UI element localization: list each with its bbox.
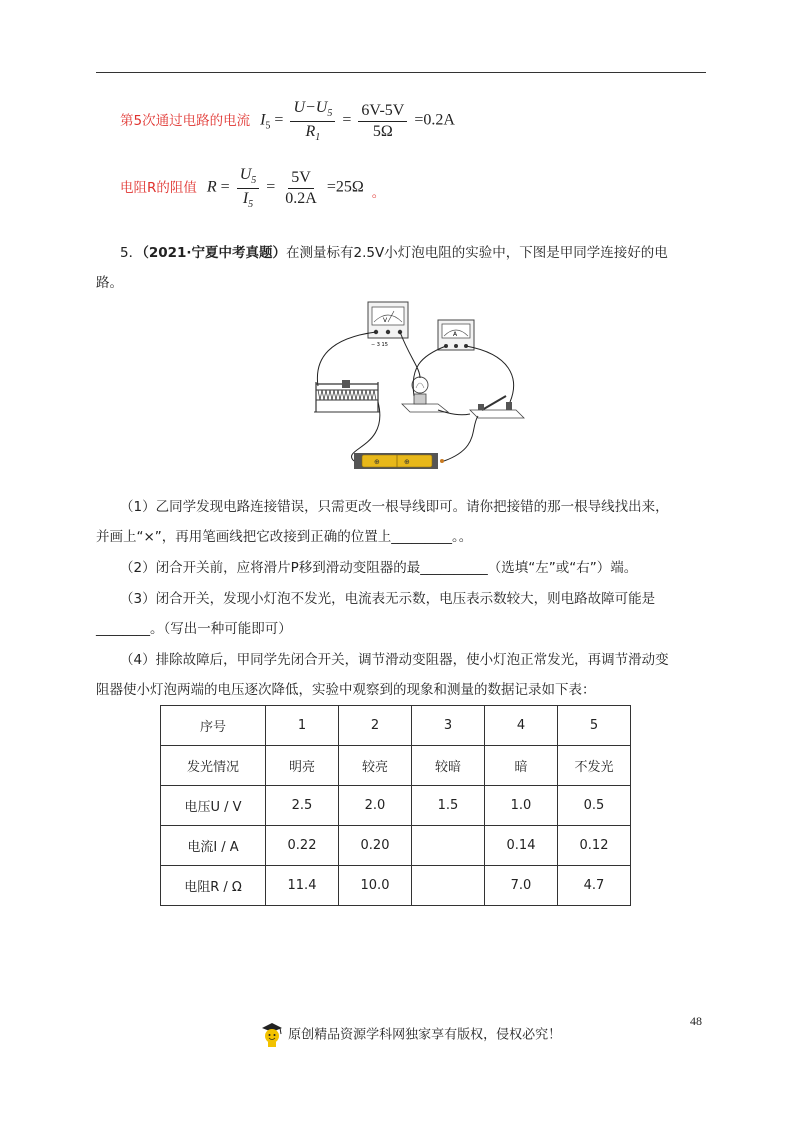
table-row-header: 序号	[161, 706, 266, 746]
fraction: $\frac{U-U_5}{R_1}$	[290, 99, 335, 142]
battery	[354, 453, 444, 469]
fraction: $\frac{U_5}{I_5}$	[237, 166, 260, 209]
table-cell: 较亮	[339, 746, 412, 786]
switch	[470, 396, 524, 418]
fraction: $\frac{5V}{0.2A}$	[285, 168, 317, 207]
table-cell: 4	[485, 706, 558, 746]
part-2: （2）闭合开关前，应将滑片P移到滑动变阻器的最__________（选填“左”或“右”）端。	[120, 560, 638, 576]
svg-text:⊕: ⊕	[374, 458, 380, 466]
table-cell: 10.0	[339, 866, 412, 906]
part-4-line2: 阻器使小灯泡两端的电压逐次降低，实验中观察到的现象和测量的数据记录如下表：	[96, 682, 596, 698]
data-table	[160, 705, 631, 906]
table-cell: 不发光	[558, 746, 631, 786]
table-cell: 0.22	[266, 826, 339, 866]
table-row-header: 电阻R / Ω	[161, 866, 266, 906]
table-cell: 5	[558, 706, 631, 746]
table-row	[161, 866, 631, 906]
formula-current-label: 第5次通过电路的电流	[120, 113, 251, 129]
formula-resistance: 电阻R的阻值 R = $\frac{U_5}{I_5}$ = $\frac{5V}{0.2A}$ =25Ω 。	[120, 166, 386, 210]
svg-text:⊕: ⊕	[404, 458, 410, 466]
table-cell: 3	[412, 706, 485, 746]
table-cell: 2	[339, 706, 412, 746]
footer-text: 原创精品资源学科网独家享有版权，侵权必究！	[288, 1027, 562, 1043]
table-row-header: 电流I / A	[161, 826, 266, 866]
table-cell: 4.7	[558, 866, 631, 906]
table-row-header: 发光情况	[161, 746, 266, 786]
fraction: $\frac{6V-5V}{5\Omega}$	[358, 102, 407, 141]
circuit-diagram	[310, 298, 530, 480]
voltmeter-terminals: − 3 15	[371, 342, 388, 348]
table-cell: 暗	[485, 746, 558, 786]
table-cell: 较暗	[412, 746, 485, 786]
mascot-logo-icon	[260, 1022, 284, 1048]
table-cell	[412, 826, 485, 866]
part-4-line1: （4）排除故障后，甲同学先闭合开关，调节滑动变阻器，使小灯泡正常发光，再调节滑动变	[120, 652, 669, 668]
question-5	[120, 238, 710, 268]
question-number: 5．	[120, 245, 143, 261]
table-cell: 1.0	[485, 786, 558, 826]
table-cell: 0.20	[339, 826, 412, 866]
table-cell	[412, 866, 485, 906]
lamp	[402, 377, 448, 412]
question-text: 在测量标有2.5V小灯泡电阻的实验中，下图是甲同学连接好的电	[286, 245, 668, 261]
part-3-line1: （3）闭合开关，发现小灯泡不发光，电流表无示数，电压表示数较大，则电路故障可能是	[120, 591, 656, 607]
formula-resistance-label: 电阻R的阻值	[120, 180, 197, 196]
ammeter	[438, 320, 474, 350]
question-source: （2021·宁夏中考真题）	[142, 245, 287, 261]
formula-current: 第5次通过电路的电流 $I_5$ = $\frac{U-U_5}{R_1}$ = $\frac{6V-5V}{5\Omega}$ =0.2A	[120, 99, 455, 143]
table-cell: 2.5	[266, 786, 339, 826]
rheostat	[314, 380, 380, 412]
header-rule	[96, 72, 706, 73]
table-cell: 1.5	[412, 786, 485, 826]
table-cell: 明亮	[266, 746, 339, 786]
part-3-line2: ________。（写出一种可能即可）	[96, 621, 292, 637]
page-number: 48	[690, 1014, 702, 1028]
table-cell: 7.0	[485, 866, 558, 906]
footer	[260, 1022, 561, 1048]
table-row-header: 电压U / V	[161, 786, 266, 826]
table-row	[161, 706, 631, 746]
table-cell: 0.14	[485, 826, 558, 866]
part-1-line2: 并画上“×”，再用笔画线把它改接到正确的位置上_________。。	[96, 529, 473, 545]
table-cell: 0.5	[558, 786, 631, 826]
table-cell: 1	[266, 706, 339, 746]
table-row	[161, 826, 631, 866]
part-1-line1: （1）乙同学发现电路连接错误，只需更改一根导线即可。请你把接错的那一根导线找出来，	[120, 499, 669, 515]
question-text-cont: 路。	[96, 275, 123, 291]
ammeter-letter: A	[453, 331, 458, 338]
table-row	[161, 786, 631, 826]
table-cell: 0.12	[558, 826, 631, 866]
table-row	[161, 746, 631, 786]
table-cell: 11.4	[266, 866, 339, 906]
voltmeter-letter: V	[383, 317, 388, 324]
table-cell: 2.0	[339, 786, 412, 826]
voltmeter	[368, 302, 408, 348]
